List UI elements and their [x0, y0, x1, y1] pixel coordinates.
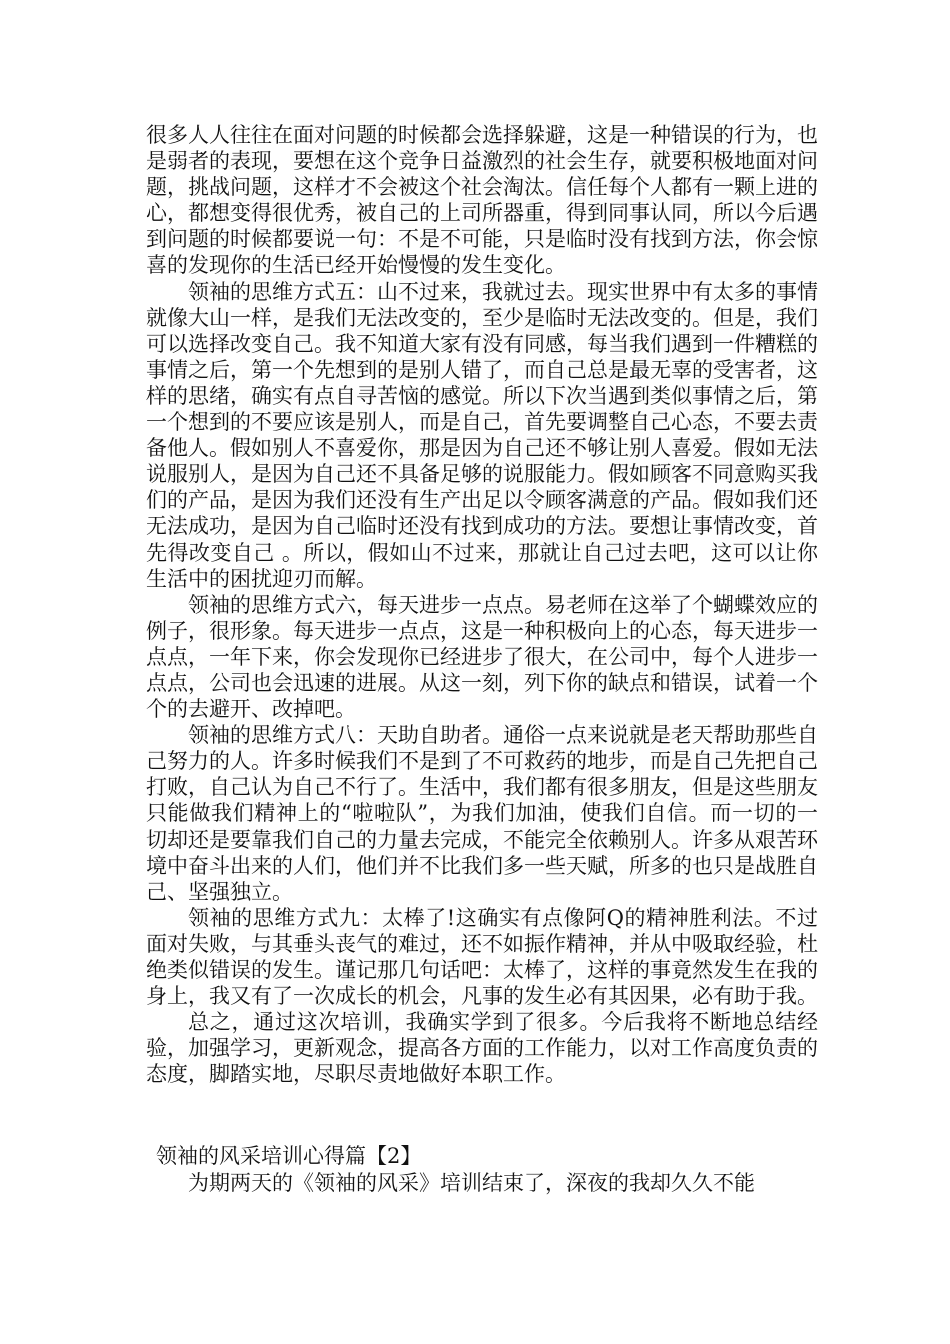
- paragraph-thinking-mode-8: 领袖的思维方式八：天助自助者。通俗一点来说就是老天帮助那些自己努力的人。许多时候我们不是到了不可救药的地步，而是自己先把自己打败，自己认为自己不行了。生活中，我们都有很多朋友，但是这些朋友只能做我们精神上的“啦啦队”，为我们加油，使我们自信。而一切的一切却还是要靠我们自己的力量去完成，不能完全依赖别人。许多从艰苦环境中奋斗出来的人们，他们并不比我们多一些天赋，所多的也只是战胜自己、坚强独立。: [146, 723, 818, 904]
- section-heading: 领袖的风采培训心得篇【2】: [156, 1144, 422, 1169]
- paragraph-thinking-mode-5: 领袖的思维方式五：山不过来，我就过去。现实世界中有太多的事情就像大山一样，是我们无法改变的，至少是临时无法改变的。但是，我们可以选择改变自己。我不知道大家有没有同感，每当我们遇到一件糟糕的事情之后，第一个先想到的是别人错了，而自己总是最无辜的受害者，这样的思绪，确实有点自寻苦恼的感觉。所以下次当遇到类似事情之后，第一个想到的不要应该是别人，而是自己，首先要调整自己心态，不要去责备他人。假如别人不喜爱你，那是因为自己还不够让别人喜爱。假如无法说服别人，是因为自己还不具备足够的说服能力。假如顾客不同意购买我们的产品，是因为我们还没有生产出足以令顾客满意的产品。假如我们还无法成功，是因为自己临时还没有找到成功的方法。要想让事情改变，首先得改变自己 。所以，假如山不过来，那就让自己过去吧，这可以让你生活中的困扰迎刃而解。: [146, 279, 818, 591]
- paragraph-conclusion: 总之，通过这次培训，我确实学到了很多。今后我将不断地总结经验，加强学习，更新观念，提高各方面的工作能力，以对工作高度负责的态度，脚踏实地，尽职尽责地做好本职工作。: [146, 1010, 818, 1087]
- document-page: [146, 122, 818, 1196]
- paragraph-1: 很多人人往往在面对问题的时候都会选择躲避，这是一种错误的行为，也是弱者的表现，要想在这个竞争日益激烈的社会生存，就要积极地面对问题，挑战问题，这样才不会被这个社会淘汰。信任每个人都有一颗上进的心，都想变得很优秀，被自己的上司所器重，得到同事认同，所以今后遇到问题的时候都要说一句：不是不可能，只是临时没有找到方法，你会惊喜的发现你的生活已经开始慢慢的发生变化。: [146, 123, 818, 278]
- section-first-paragraph: 为期两天的《领袖的风采》培训结束了，深夜的我却久久不能: [188, 1170, 755, 1195]
- paragraph-thinking-mode-9: 领袖的思维方式九：太棒了!这确实有点像阿Q的精神胜利法。不过面对失败，与其垂头丧气的难过，还不如振作精神，并从中吸取经验，杜绝类似错误的发生。谨记那几句话吧：太棒了，这样的事竟然发生在我的身上，我又有了一次成长的机会，凡事的发生必有其因果，必有助于我。: [146, 905, 818, 1009]
- paragraph-thinking-mode-6: 领袖的思维方式六，每天进步一点点。易老师在这举了个蝴蝶效应的例子，很形象。每天进步一点点，这是一种积极向上的心态，每天进步一点点，一年下来，你会发现你已经进步了很大，在公司中，每个人进步一点点，公司也会迅速的进展。从这一刻，列下你的缺点和错误，试着一个个的去避开、改掉吧。: [146, 592, 818, 722]
